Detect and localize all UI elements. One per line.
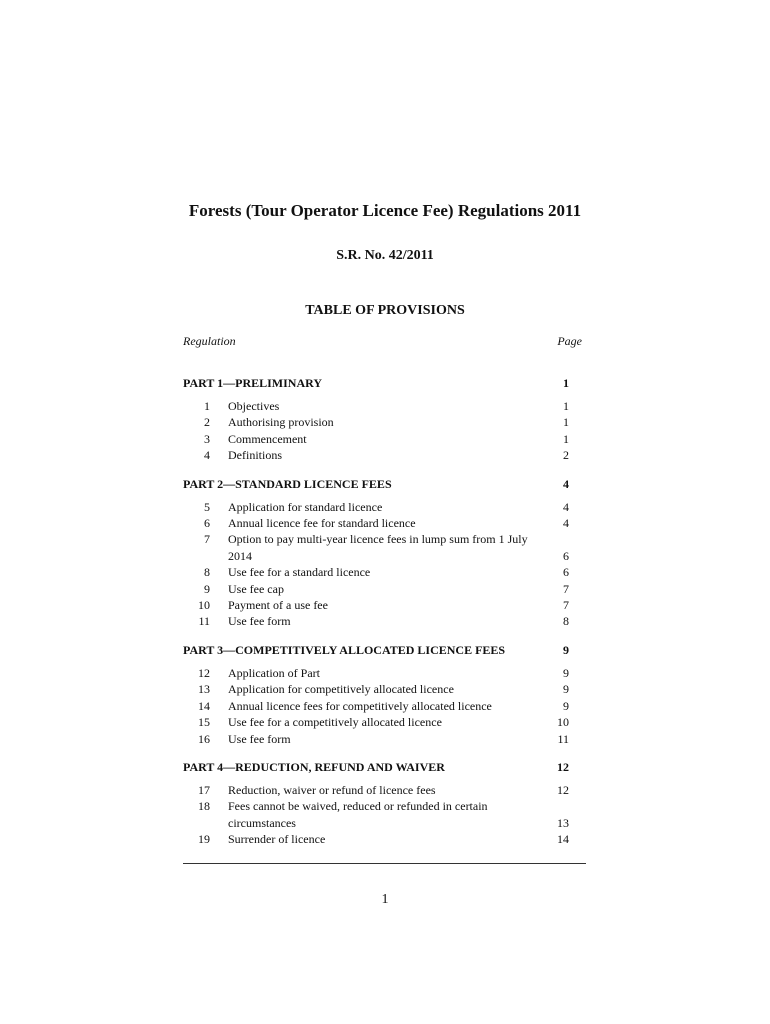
regulation-title: Fees cannot be waived, reduced or refunded in certain circumstances	[228, 799, 488, 830]
document-title: Forests (Tour Operator Licence Fee) Regulations 2011	[188, 201, 582, 220]
regulation-number: 11	[198, 614, 210, 629]
regulation-number: 7	[204, 532, 210, 547]
toc-heading: TABLE OF PROVISIONS	[305, 303, 465, 318]
regulation-page-number: 4	[563, 499, 569, 514]
statutory-rule-number: S.R. No. 42/2011	[336, 248, 434, 263]
regulation-title: Surrender of licence	[228, 832, 326, 847]
toc-entry[interactable]	[183, 798, 583, 831]
regulation-title: Use fee for a competitively allocated licence	[228, 715, 442, 730]
column-heading-page: Page	[557, 334, 582, 348]
toc-part-heading[interactable]	[183, 476, 583, 493]
toc-part-group	[183, 375, 583, 464]
regulation-title: Annual licence fee for standard licence	[228, 516, 416, 531]
part-title: PART 3—COMPETITIVELY ALLOCATED LICENCE FEES	[183, 642, 506, 657]
regulation-page-number: 10	[557, 715, 569, 730]
regulation-title: Annual licence fees for competitively allocated licence	[228, 698, 492, 713]
regulation-number: 5	[204, 499, 210, 514]
toc-entry[interactable]	[183, 414, 583, 430]
regulation-number: 14	[198, 698, 210, 713]
toc-entry[interactable]	[183, 613, 583, 629]
toc-part-group	[183, 759, 583, 848]
toc-entry[interactable]	[183, 782, 583, 798]
toc-entry[interactable]	[183, 515, 583, 531]
toc-entry[interactable]	[183, 398, 583, 414]
part-page-number: 12	[557, 759, 569, 774]
toc-entry[interactable]	[183, 597, 583, 613]
part-page-number: 1	[563, 376, 569, 390]
regulation-page-number: 8	[563, 614, 569, 629]
regulation-title: Use fee for a standard licence	[228, 565, 371, 580]
regulation-page-number: 9	[563, 698, 569, 713]
toc-part-heading[interactable]	[183, 642, 583, 659]
toc-part-group	[183, 642, 583, 747]
toc-entry[interactable]	[183, 665, 583, 681]
regulation-page-number: 6	[563, 548, 569, 563]
regulation-page-number: 13	[557, 815, 569, 830]
toc-entry[interactable]	[183, 714, 583, 730]
regulation-page-number: 4	[563, 516, 569, 531]
regulation-title: Application of Part	[228, 665, 320, 680]
regulation-number: 4	[204, 448, 210, 463]
regulation-page-number: 9	[563, 665, 569, 680]
part-title: PART 2—STANDARD LICENCE FEES	[183, 476, 392, 491]
toc-part-heading[interactable]	[183, 375, 583, 392]
regulation-number: 15	[198, 715, 210, 730]
toc-entry[interactable]	[183, 447, 583, 463]
regulation-number: 10	[198, 598, 210, 613]
regulation-page-number: 1	[563, 431, 569, 446]
regulation-page-number: 2	[563, 448, 569, 463]
regulation-title: Objectives	[228, 399, 280, 413]
toc-entry[interactable]	[183, 681, 583, 697]
regulation-number: 17	[198, 782, 210, 797]
regulation-number: 9	[204, 581, 210, 596]
footer-divider	[183, 863, 586, 864]
regulation-number: 19	[198, 832, 210, 847]
toc-entry[interactable]	[183, 499, 583, 515]
regulation-title: Application for standard licence	[228, 499, 383, 514]
regulation-page-number: 6	[563, 565, 569, 580]
regulation-number: 6	[204, 516, 210, 531]
regulation-title: Payment of a use fee	[228, 598, 328, 613]
toc-entry[interactable]	[183, 531, 583, 564]
table-of-provisions	[183, 375, 583, 860]
toc-entry[interactable]	[183, 731, 583, 747]
regulation-number: 8	[204, 565, 210, 580]
regulation-title: Option to pay multi-year licence fees in lump sum from 1 July 2014	[228, 532, 528, 563]
regulation-title: Use fee form	[228, 731, 291, 746]
regulation-page-number: 7	[563, 581, 569, 596]
regulation-title: Authorising provision	[228, 415, 334, 430]
regulation-number: 18	[198, 799, 210, 814]
part-page-number: 9	[563, 642, 569, 657]
regulation-title: Use fee form	[228, 614, 291, 629]
column-heading-regulation: Regulation	[183, 334, 236, 348]
toc-entry[interactable]	[183, 581, 583, 597]
regulation-title: Commencement	[228, 431, 307, 446]
toc-entry[interactable]	[183, 831, 583, 847]
regulation-page-number: 1	[563, 399, 569, 413]
toc-part-heading[interactable]	[183, 759, 583, 776]
regulation-number: 16	[198, 731, 210, 746]
regulation-number: 2	[204, 415, 210, 430]
regulation-page-number: 1	[563, 415, 569, 430]
regulation-title: Application for competitively allocated licence	[228, 682, 454, 697]
part-title: PART 1—PRELIMINARY	[183, 376, 323, 390]
toc-entry[interactable]	[183, 564, 583, 580]
regulation-page-number: 9	[563, 682, 569, 697]
regulation-title: Use fee cap	[228, 581, 284, 596]
regulation-number: 3	[204, 431, 210, 446]
page-number: 1	[381, 892, 389, 907]
regulation-page-number: 14	[557, 832, 569, 847]
part-title: PART 4—REDUCTION, REFUND AND WAIVER	[183, 759, 445, 774]
regulation-page-number: 11	[557, 731, 569, 746]
part-page-number: 4	[563, 476, 569, 491]
regulation-number: 1	[204, 399, 210, 413]
regulation-title: Reduction, waiver or refund of licence fees	[228, 782, 436, 797]
regulation-title: Definitions	[228, 448, 282, 463]
regulation-number: 13	[198, 682, 210, 697]
regulation-number: 12	[198, 665, 210, 680]
toc-part-group	[183, 476, 583, 630]
toc-entry[interactable]	[183, 698, 583, 714]
regulation-page-number: 12	[557, 782, 569, 797]
toc-entry[interactable]	[183, 431, 583, 447]
regulation-page-number: 7	[563, 598, 569, 613]
